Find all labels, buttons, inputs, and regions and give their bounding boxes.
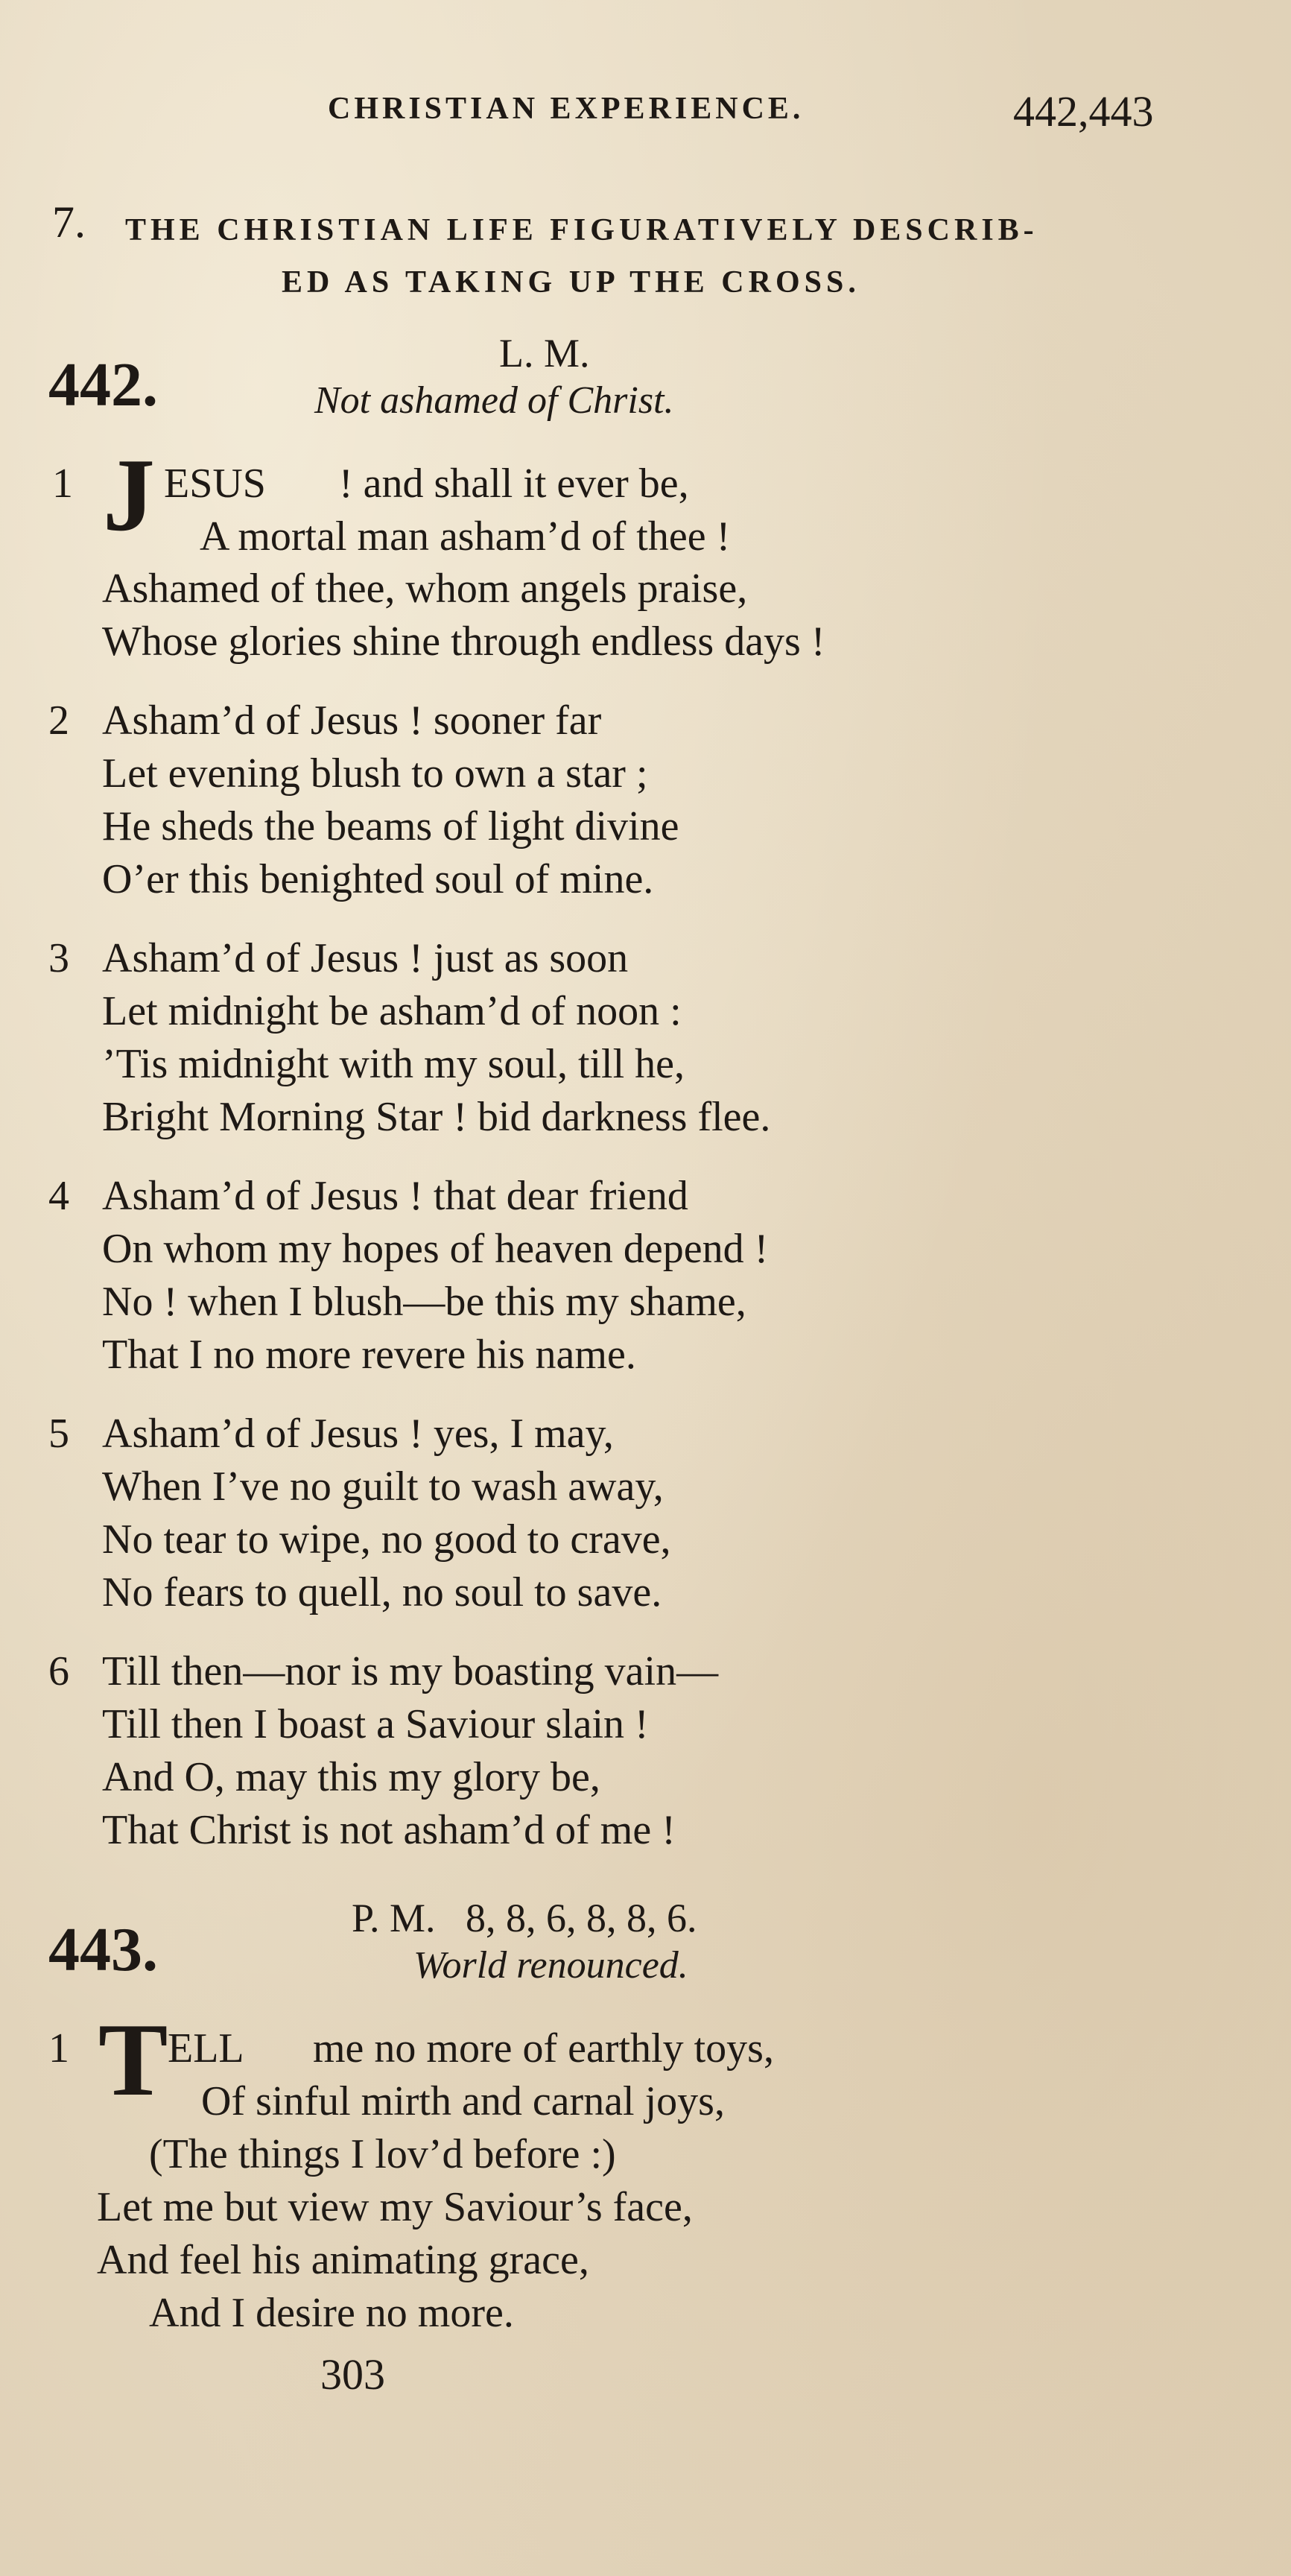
verse-line: And feel his animating grace, (97, 2237, 589, 2283)
verse-line: On whom my hopes of heaven depend ! (102, 1226, 769, 1272)
verse-line: No ! when I blush—be this my shame, (102, 1279, 746, 1325)
hymn-443-subtitle: World renounced. (413, 1944, 688, 1987)
section-title-line-2: ED AS TAKING UP THE CROSS. (282, 265, 860, 300)
verse-line: He sheds the beams of light divine (102, 803, 679, 849)
verse-number: 4 (48, 1173, 69, 1219)
page-numbers: 442,443 (1013, 87, 1154, 136)
verse-number: 6 (48, 1648, 69, 1694)
verse-line: No tear to wipe, no good to crave, (102, 1516, 671, 1563)
hymn-443-meter: P. M. 8, 8, 6, 8, 8, 6. (352, 1896, 697, 1940)
verse-line: ! and shall it ever be, (339, 461, 689, 507)
verse-line: That I no more revere his name. (102, 1332, 636, 1378)
verse-line: (The things I lov’d before :) (149, 2131, 616, 2177)
verse-line: me no more of earthly toys, (313, 2025, 774, 2072)
hymn-442-meter: L. M. (499, 331, 590, 376)
verse-line: Asham’d of Jesus ! that dear friend (102, 1173, 688, 1219)
verse-line: O’er this benighted soul of mine. (102, 856, 654, 902)
first-word-rest: ESUS (164, 461, 266, 507)
verse-line: And O, may this my glory be, (102, 1754, 600, 1800)
verse-line: Ashamed of thee, whom angels praise, (102, 566, 748, 612)
verse-number: 2 (48, 697, 69, 744)
verse-line: That Christ is not asham’d of me ! (102, 1807, 676, 1853)
verse-number: 1 (48, 2025, 69, 2072)
verse-line: Let me but view my Saviour’s face, (97, 2184, 693, 2230)
first-word-rest: ELL (168, 2025, 244, 2072)
section-title-line-1: THE CHRISTIAN LIFE FIGURATIVELY DESCRIB- (125, 213, 1038, 247)
verse-line: A mortal man asham’d of thee ! (200, 513, 731, 560)
hymn-442-number: 442. (48, 350, 158, 420)
verse-line: No fears to quell, no soul to save. (102, 1569, 662, 1615)
verse-line: Asham’d of Jesus ! sooner far (102, 697, 602, 744)
verse-number: 5 (48, 1411, 69, 1457)
verse-line: Till then—nor is my boasting vain— (102, 1648, 719, 1694)
hymn-442-subtitle: Not ashamed of Christ. (314, 379, 674, 422)
verse-line: When I’ve no guilt to wash away, (102, 1463, 664, 1510)
drop-cap: J (103, 437, 155, 553)
verse-number: 1 (52, 461, 73, 507)
verse-line: And I desire no more. (149, 2290, 514, 2336)
verse-line: Let midnight be asham’d of noon : (102, 988, 682, 1034)
verse-line: Let evening blush to own a star ; (102, 750, 648, 797)
section-number: 7. (52, 197, 86, 247)
page-folio: 303 (320, 2350, 385, 2399)
verse-line: Of sinful mirth and carnal joys, (201, 2078, 725, 2124)
drop-cap: T (98, 2002, 168, 2118)
verse-line: Asham’d of Jesus ! just as soon (102, 935, 629, 981)
verse-line: Asham’d of Jesus ! yes, I may, (102, 1411, 614, 1457)
verse-line: Till then I boast a Saviour slain ! (102, 1701, 649, 1747)
running-head: CHRISTIAN EXPERIENCE. (328, 92, 805, 126)
verse-line: Bright Morning Star ! bid darkness flee. (102, 1094, 771, 1140)
verse-number: 3 (48, 935, 69, 981)
verse-line: Whose glories shine through endless days ! (102, 618, 825, 665)
verse-line: ’Tis midnight with my soul, till he, (102, 1041, 685, 1087)
hymn-443-number: 443. (48, 1915, 158, 1984)
